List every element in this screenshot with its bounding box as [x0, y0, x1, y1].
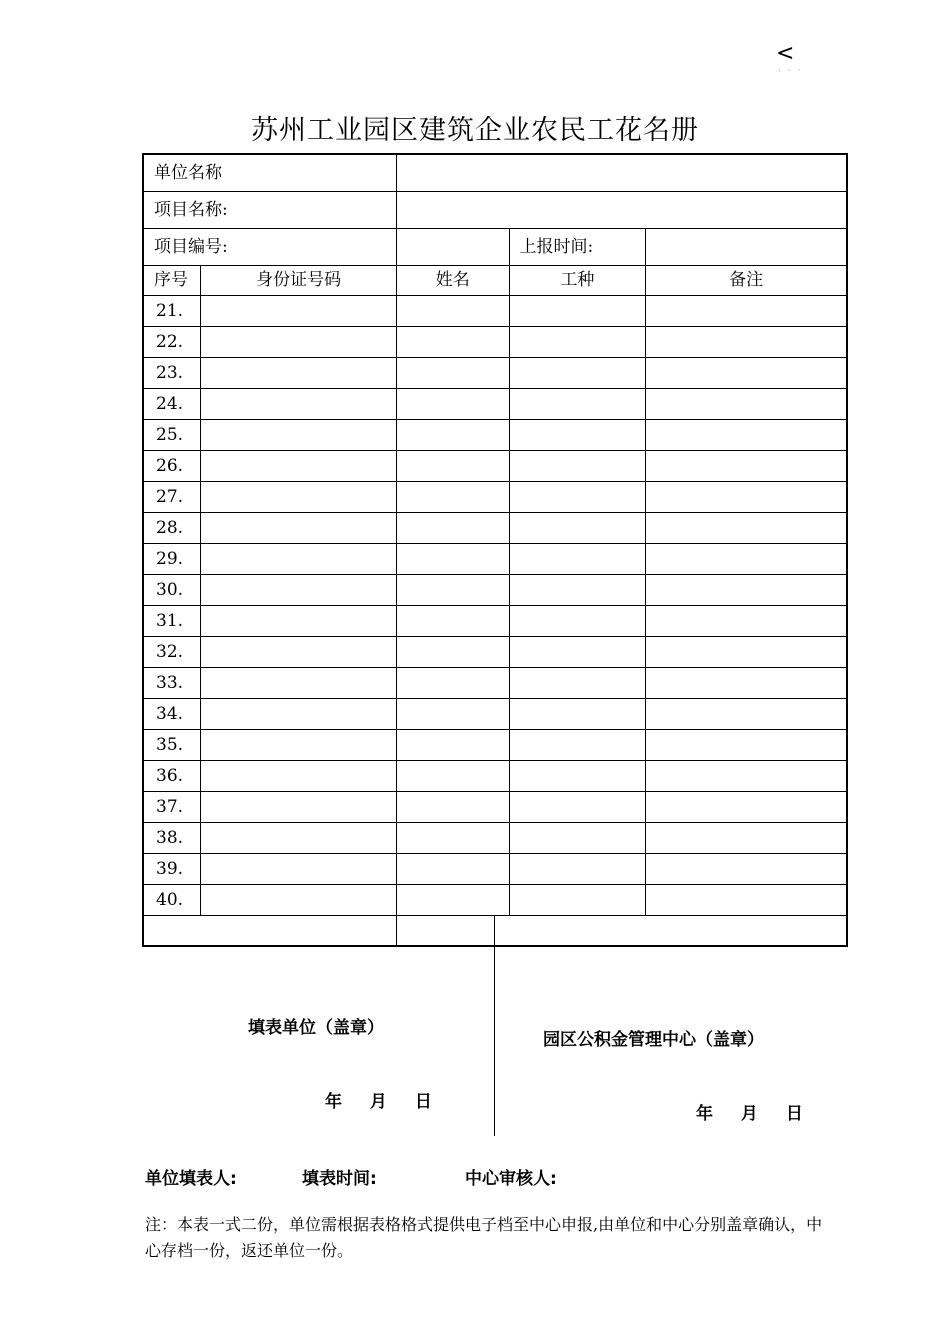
remarks-cell[interactable]	[646, 699, 847, 730]
trade-cell[interactable]	[509, 637, 646, 668]
name-cell[interactable]	[396, 544, 509, 575]
remarks-cell[interactable]	[646, 420, 847, 451]
row-number: 32.	[143, 637, 201, 668]
remarks-cell[interactable]	[646, 575, 847, 606]
center-stamp-title: 园区公积金管理中心（盖章）	[543, 1030, 764, 1050]
row-number: 40.	[143, 885, 201, 916]
unit-stamp-area	[143, 916, 396, 947]
row-number: 27.	[143, 482, 201, 513]
row-number: 21.	[143, 296, 201, 327]
trade-cell[interactable]	[509, 327, 646, 358]
id-number-cell[interactable]	[201, 513, 396, 544]
trade-cell[interactable]	[509, 823, 646, 854]
filler-label: 单位填表人:	[145, 1169, 237, 1189]
trade-cell[interactable]	[509, 699, 646, 730]
remarks-cell[interactable]	[646, 792, 847, 823]
table-row	[143, 513, 847, 544]
id-number-cell[interactable]	[201, 482, 396, 513]
remarks-cell[interactable]	[646, 606, 847, 637]
id-number-cell[interactable]	[201, 823, 396, 854]
column-header-seq: 序号	[143, 266, 201, 296]
name-cell[interactable]	[396, 761, 509, 792]
trade-cell[interactable]	[509, 730, 646, 761]
name-cell[interactable]	[396, 885, 509, 916]
id-number-cell[interactable]	[201, 544, 396, 575]
table-row	[143, 699, 847, 730]
name-cell[interactable]	[396, 823, 509, 854]
name-cell[interactable]	[396, 575, 509, 606]
row-number: 31.	[143, 606, 201, 637]
name-cell[interactable]	[396, 389, 509, 420]
row-number: 36.	[143, 761, 201, 792]
corner-dots: · · ·	[778, 66, 803, 76]
remarks-cell[interactable]	[646, 854, 847, 885]
project-no-field[interactable]	[396, 229, 509, 266]
id-number-cell[interactable]	[201, 575, 396, 606]
remarks-cell[interactable]	[646, 513, 847, 544]
trade-cell[interactable]	[509, 296, 646, 327]
table-row	[143, 451, 847, 482]
table-row	[143, 668, 847, 699]
column-header-row	[143, 266, 847, 296]
trade-cell[interactable]	[509, 885, 646, 916]
id-number-cell[interactable]	[201, 885, 396, 916]
table-row	[143, 358, 847, 389]
project-name-label: 项目名称:	[143, 192, 396, 229]
column-header-remarks: 备注	[646, 266, 847, 296]
page-title: 苏州工业园区建筑企业农民工花名册	[251, 115, 699, 146]
row-number: 33.	[143, 668, 201, 699]
remarks-cell[interactable]	[646, 544, 847, 575]
row-number: 39.	[143, 854, 201, 885]
table-row	[143, 761, 847, 792]
corner-mark: <	[776, 41, 795, 66]
center-stamp-area	[396, 916, 847, 947]
column-header-name: 姓名	[396, 266, 509, 296]
remarks-cell[interactable]	[646, 327, 847, 358]
id-number-cell[interactable]	[201, 699, 396, 730]
trade-cell[interactable]	[509, 854, 646, 885]
trade-cell[interactable]	[509, 358, 646, 389]
remarks-cell[interactable]	[646, 668, 847, 699]
footnote: 注：本表一式二份，单位需根据表格格式提供电子档至中心申报,由单位和中心分别盖章确认，中心存档一份，返还单位一份。	[145, 1215, 823, 1260]
trade-cell[interactable]	[509, 482, 646, 513]
id-number-cell[interactable]	[201, 854, 396, 885]
row-number: 29.	[143, 544, 201, 575]
report-time-field[interactable]	[646, 229, 847, 266]
remarks-cell[interactable]	[646, 761, 847, 792]
remarks-cell[interactable]	[646, 451, 847, 482]
table-row	[143, 420, 847, 451]
stamp-divider	[494, 916, 495, 1136]
project-no-label: 项目编号:	[143, 229, 396, 266]
unit-name-label: 单位名称	[143, 154, 396, 192]
table-row	[143, 854, 847, 885]
remarks-cell[interactable]	[646, 358, 847, 389]
trade-cell[interactable]	[509, 606, 646, 637]
table-row	[143, 606, 847, 637]
row-number: 25.	[143, 420, 201, 451]
name-cell[interactable]	[396, 699, 509, 730]
name-cell[interactable]	[396, 792, 509, 823]
name-cell[interactable]	[396, 854, 509, 885]
row-number: 35.	[143, 730, 201, 761]
trade-cell[interactable]	[509, 420, 646, 451]
name-cell[interactable]	[396, 482, 509, 513]
remarks-cell[interactable]	[646, 637, 847, 668]
table-row	[143, 482, 847, 513]
name-cell[interactable]	[396, 637, 509, 668]
center-stamp-date: 年 月 日	[696, 1104, 803, 1124]
row-number: 23.	[143, 358, 201, 389]
report-time-label: 上报时间:	[509, 229, 646, 266]
id-number-cell[interactable]	[201, 730, 396, 761]
table-row	[143, 637, 847, 668]
id-number-cell[interactable]	[201, 358, 396, 389]
unit-stamp-date: 年 月 日	[325, 1092, 432, 1112]
row-number: 37.	[143, 792, 201, 823]
trade-cell[interactable]	[509, 668, 646, 699]
name-cell[interactable]	[396, 668, 509, 699]
trade-cell[interactable]	[509, 451, 646, 482]
name-cell[interactable]	[396, 327, 509, 358]
id-number-cell[interactable]	[201, 451, 396, 482]
unit-name-field[interactable]	[396, 154, 847, 192]
row-number: 38.	[143, 823, 201, 854]
table-row	[143, 792, 847, 823]
fill-time-label: 填表时间:	[302, 1169, 377, 1189]
row-number: 34.	[143, 699, 201, 730]
trade-cell[interactable]	[509, 544, 646, 575]
roster-rows	[143, 296, 847, 916]
remarks-cell[interactable]	[646, 482, 847, 513]
column-header-trade: 工种	[509, 266, 646, 296]
table-row	[143, 389, 847, 420]
id-number-cell[interactable]	[201, 792, 396, 823]
table-row	[143, 544, 847, 575]
name-cell[interactable]	[396, 420, 509, 451]
name-cell[interactable]	[396, 513, 509, 544]
id-number-cell[interactable]	[201, 668, 396, 699]
table-row	[143, 575, 847, 606]
row-number: 26.	[143, 451, 201, 482]
reviewer-label: 中心审核人:	[465, 1169, 557, 1189]
table-row	[143, 327, 847, 358]
table-row	[143, 296, 847, 327]
unit-stamp-title: 填表单位（盖章）	[248, 1018, 384, 1038]
remarks-cell[interactable]	[646, 389, 847, 420]
id-number-cell[interactable]	[201, 606, 396, 637]
roster-table	[142, 153, 848, 947]
trade-cell[interactable]	[509, 575, 646, 606]
id-number-cell[interactable]	[201, 761, 396, 792]
name-cell[interactable]	[396, 606, 509, 637]
row-number: 24.	[143, 389, 201, 420]
id-number-cell[interactable]	[201, 420, 396, 451]
remarks-cell[interactable]	[646, 823, 847, 854]
id-number-cell[interactable]	[201, 327, 396, 358]
id-number-cell[interactable]	[201, 637, 396, 668]
name-cell[interactable]	[396, 451, 509, 482]
table-row	[143, 823, 847, 854]
remarks-cell[interactable]	[646, 730, 847, 761]
row-number: 28.	[143, 513, 201, 544]
remarks-cell[interactable]	[646, 885, 847, 916]
name-cell[interactable]	[396, 730, 509, 761]
table-row	[143, 730, 847, 761]
row-number: 30.	[143, 575, 201, 606]
trade-cell[interactable]	[509, 761, 646, 792]
project-name-field[interactable]	[396, 192, 847, 229]
column-header-id-number: 身份证号码	[201, 266, 396, 296]
name-cell[interactable]	[396, 358, 509, 389]
row-number: 22.	[143, 327, 201, 358]
table-row	[143, 885, 847, 916]
trade-cell[interactable]	[509, 513, 646, 544]
id-number-cell[interactable]	[201, 296, 396, 327]
trade-cell[interactable]	[509, 389, 646, 420]
name-cell[interactable]	[396, 296, 509, 327]
id-number-cell[interactable]	[201, 389, 396, 420]
remarks-cell[interactable]	[646, 296, 847, 327]
trade-cell[interactable]	[509, 792, 646, 823]
